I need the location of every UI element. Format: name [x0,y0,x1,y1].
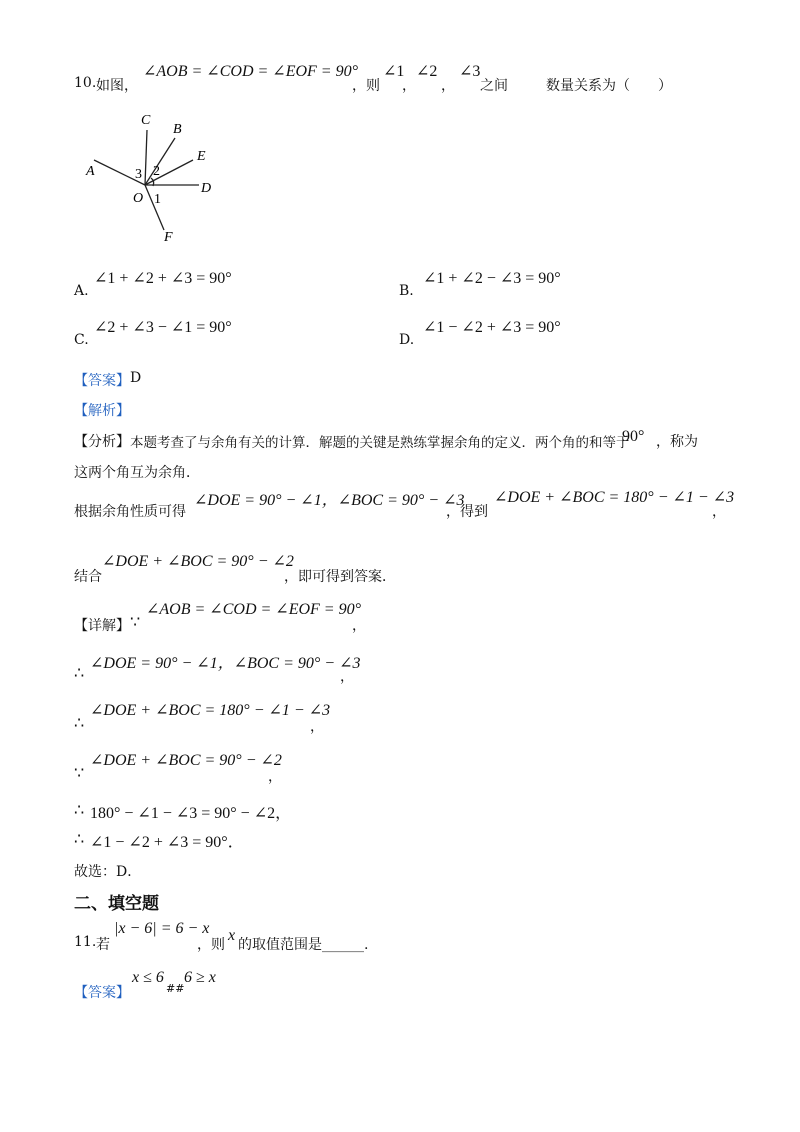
detail-formula: ∠AOB = ∠COD = ∠EOF = 90° [146,601,361,618]
option-d-label: D. [399,332,415,348]
given-equation: ∠AOB = ∠COD = ∠EOF = 90° [143,63,358,80]
analysis-text: 这两个角互为余角． [74,465,200,481]
option-b-label: B. [399,283,414,299]
section-title: 二、填空题 [74,894,159,914]
option-a-expr: ∠1 + ∠2 + ∠3 = 90° [94,270,232,287]
question-prefix: 若 [96,937,110,953]
answer-expr: 6 ≥ x [184,969,216,986]
detail-formula: 180° − ∠1 − ∠3 = 90° − ∠2， [90,805,292,822]
analysis-text: ，称为 [656,434,698,450]
analysis-text: ，得到 [446,504,488,520]
angle-2: ∠2 [416,63,438,80]
analysis-text: 根据余角性质可得 [74,504,186,520]
label-b: B [173,122,182,137]
question-mid: ，则 [352,78,380,94]
analysis-text: 本题考查了与余角有关的计算．解题的关键是熟练掌握余角的定义．两个角的和等于 [130,435,630,451]
detail-tag: 【详解】 [74,618,130,634]
analysis-tag: 【解析】 [74,403,130,419]
therefore-symbol: ∴ [74,802,85,819]
label-d: D [201,181,212,196]
angle-label-2: 2 [153,164,160,179]
separator: ， [402,78,416,94]
option-d-expr: ∠1 − ∠2 + ∠3 = 90° [423,319,561,336]
answer-separator: ## [166,982,185,995]
question-prefix: 如图， [96,78,138,94]
question-suffix: 的取值范围是______. [238,937,369,953]
angle-label-1: 1 [154,192,161,207]
question-mid: ，则 [197,937,225,953]
label-o: O [133,191,144,206]
option-c-expr: ∠2 + ∠3 − ∠1 = 90° [94,319,232,336]
ray-ob [145,138,175,185]
detail-formula: ∠DOE = 90° − ∠1，∠BOC = 90° − ∠3 [90,655,361,672]
because-symbol: ∵ [74,765,85,782]
question-suffix: 数量关系为（ ） [546,78,672,94]
therefore-symbol: ∴ [74,715,85,732]
answer-value: D [130,370,142,386]
detail-formula: ∠1 − ∠2 + ∠3 = 90°． [90,834,244,851]
detail-formula: ∠DOE + ∠BOC = 180° − ∠1 − ∠3 [90,702,331,719]
separator: ， [310,719,324,735]
question-number: 10. [74,75,97,91]
answer-tag: 【答案】 [74,373,130,389]
angle-3: ∠3 [459,63,481,80]
label-c: C [141,113,151,128]
analysis-text: 结合 [74,569,102,585]
analysis-text: ， [712,504,726,520]
angle-label-3: 3 [135,167,142,182]
because-symbol: ∵ [130,614,141,631]
answer-expr: x ≤ 6 [132,969,164,986]
analysis-formula: ∠DOE = 90° − ∠1，∠BOC = 90° − ∠3 [194,492,465,509]
detail-formula: ∠DOE + ∠BOC = 90° − ∠2 [90,752,282,769]
question-suffix: 之间 [480,78,508,94]
analysis-text: ，即可得到答案． [284,569,396,585]
analysis-formula: ∠DOE + ∠BOC = 180° − ∠1 − ∠3 [494,489,735,506]
option-a-label: A. [74,283,89,299]
q11-equation: |x − 6| = 6 − x [114,920,210,937]
analysis-sub-tag: 【分析】 [74,434,130,450]
option-c-label: C. [74,332,89,348]
label-e: E [197,149,206,164]
separator: ， [352,618,366,634]
analysis-formula: ∠DOE + ∠BOC = 90° − ∠2 [102,553,294,570]
label-f: F [164,230,173,243]
option-b-expr: ∠1 + ∠2 − ∠3 = 90° [423,270,561,287]
analysis-value: 90° [622,428,645,445]
separator: ， [340,669,354,685]
detail-choice: 故选：D． [74,864,142,880]
therefore-symbol: ∴ [74,831,85,848]
question-number: 11. [74,934,97,950]
separator: ， [441,78,455,94]
answer-tag: 【答案】 [74,985,130,1001]
label-a: A [86,164,95,179]
separator: ， [268,769,282,785]
angle-diagram [80,108,220,243]
angle-1: ∠1 [383,63,405,80]
ray-oc [145,130,147,185]
therefore-symbol: ∴ [74,665,85,682]
q11-variable: x [228,927,236,944]
